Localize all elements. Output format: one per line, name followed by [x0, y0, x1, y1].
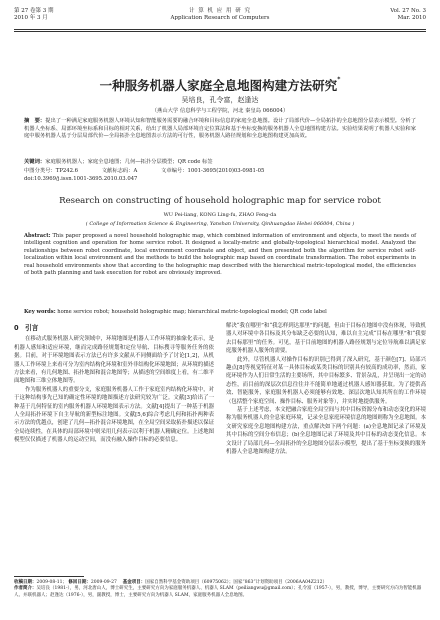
section-heading-intro: 0 引言 [14, 324, 39, 332]
header-volume: 第 27 卷第 3 期 2010 年 3 月 [14, 8, 54, 21]
document-code: 文献标志码：A [101, 168, 138, 174]
footnotes [14, 580, 426, 599]
abstract-en [24, 233, 416, 277]
received-dates: 收稿日期：2009-08-11； 修回日期：2009-09-27 基金项目：国家自然科学基金资助项目（60975062）；国家“863”计划资助项目（2006AA04Z212） [14, 580, 328, 585]
paragraph: 解决“我在哪里”和“我怎样到达那里”的问题，但由于目标在地图中没有体现，导致机器人对环境中各目标及其分布缺乏必要的认知，难以自主完成“目标在哪里”和“我要去目标那里”的任务。可见，基于目前地图的机器人路径规划与定位导航难以满足家庭服务机器人服务的需要。 [226, 323, 426, 355]
paragraph: 此外，尽管机器人对操作目标的识别已得到了深入研究，基于颜色[7]、局部兴趣点[8]等视觉特征对某一具体目标或某类目标的识别具有较高的成功率，然而，家庭环境作为人们日常生活的主要场所，其中目标繁多、背景杂乱，并呈现出一定的动态性，而目前的深层次信息往往并不能简单地通过机器人感知器获取。为了提供高效、智能服务，家庭服务机器人必须能够有效地、深层次地认知其所在的工作环境（包括整个家庭空间、操作目标、服务对象等），并实时地提供服务。 [226, 356, 426, 405]
doi: doi:10.3969/j.issn.1001-3695.2010.03.047 [24, 175, 138, 182]
author-biography: 作者简介：吴培良（1981-），男，河北唐山人，博士研究生，主要研究方向为家庭服务机器人、机器人 SLAM（peiliangwu@gmail.com）；孔令富（1957-），男，教授，博导，主要研究方向为智能机器人、并联机器人；赵逢达（1976-），男，副教授，博士，主要研究方向为机器人 SLAM，家庭服务机器人全息地图。 [14, 586, 422, 598]
title-footnote-mark: * [337, 76, 341, 83]
clc-number: 中图分类号：TP242.6 [24, 168, 79, 174]
affiliation-en: ( College of Information Science & Engineering, Yanshan University, Qinhuangdao Hebei 066004, China ) [85, 221, 355, 227]
keywords-en [24, 309, 416, 315]
running-header [14, 6, 426, 28]
keywords-en-text: home service robot; household holographic map; hierarchical metric-topological model; QR code label [57, 309, 327, 315]
paragraph: 在移动式服务机器人研究领域中，环境地图是机器人工作环境的抽象化表示，是机器人感知和适应环境，继而完成路径规划和定位导航、目标搜寻等服务任务的依据。目前，对于环境地图表示方法已有许多文献从不同侧面给予了讨论[1,2]，从机器人工作环境上来看可分为室内结构化环境和室外非结构化环境地图；从环境的描述方法来看，有几何地图、拓扑地图和混合地图等；从描述的空间维度上看，有二维平面地图和三维立体地图等。 [14, 336, 214, 385]
title-cn: 一种服务机器人家庭全息地图构建方法研究* [99, 76, 341, 93]
authors-en: WU Pei-liang, KONG Ling-fu, ZHAO Feng-da [163, 212, 277, 218]
keywords-cn-text: 家庭服务机器人；家庭全息地图；几何—拓扑分层模型；QR code 标签 [45, 159, 213, 165]
header-journal: 计 算 机 应 用 研 究 Application Research of Computers [170, 8, 270, 21]
abstract-cn-text: 提出了一种满足家庭服务机器人环境认知和智能服务需要的融合环境和目标信息的家庭全息地图。设计了局部代价—全局拓扑的全息地图分层表示模型。分析了机器人坐标系、局部环境坐标系和目标的相对关系，给出了机器人局部环境自定位算法和基于坐标变换的服务机器人全息地图构建方法。实验结果说明了机器人实验和家庭中服务机器人基于分层局部代价—全局拓扑全息地图表示方法的可行性，服务机器人路径规划和全息地图构建更加高效。 [24, 118, 416, 140]
affiliation-cn: （燕山大学 信息科学与工程学院，河北 秦皇岛 066004） [151, 108, 289, 114]
header-issue: Vol. 27 No. 3 Mar. 2010 [390, 8, 426, 21]
header-rule [14, 29, 426, 30]
abstract-en-text: This paper proposed a novel household holographic map, which combined information of environment and objects, to meet the needs of intelligent cognition and operation for home service robot. It designed a locally-metric and globally-topological hierarchical model. Analyzed the relationships between robot coordinate, local environment coordinate and object, and then presented both the algorithm for service robot self-localization within local environment and the methods to build the holographic map based on coordinate transformation. The robot experiments in real household environments show that according to the holographic map described with the hierarchical metric-topological model, the efficiencies of both path planning and task execution for robot are obviously improved. [24, 233, 416, 277]
keywords-cn-label: 关键词： [24, 159, 46, 165]
footnote-rule [14, 576, 84, 577]
abstract-cn [24, 118, 416, 141]
paragraph: 基于上述考虑，本文把融合家庭全局空间与其中目标资源分布和动态变化的环境称为服务机器人的全息家庭环境，记录全息家庭环境信息的地图则称为全息地图。本文研究家庭全息地图构建方法，重点解决如下两个问题：(a)全息地图记录了环境及其中目标的空间分布信息；(b)全息地图记录了环境及其中目标的动态变化信息。本文设计了局部几何—全局拓扑的全息地图分层表示模型，提出了基于坐标变换的服务机器人全息地图构建方法。 [226, 407, 426, 456]
abstract-cn-label: 摘 要： [24, 118, 46, 124]
keywords-en-label: Key words: [24, 309, 56, 315]
header-rule-thin [14, 31, 426, 32]
article-meta [24, 168, 416, 183]
authors-cn: 吴培良，孔令富，赵逢达 [181, 96, 259, 104]
abstract-en-label: Abstract: [24, 233, 51, 239]
body-column-right [226, 322, 426, 457]
body-column-left [14, 322, 214, 445]
title-en: Research on constructing of household holographic map for service robot [59, 196, 381, 206]
paragraph: 作为服务机器人的重要分支，家庭服务机器人工作于家庭室内结构化环境中，对于这种结构事先已知的确定性环境的地图描述方法研究较为广泛。文献[3]给出了一种基于几何特征的室内服务机器人环境地图表示方法。文献[4]提出了一种基于机器人全局拓扑环境下自主导航的新型标注地图。文献[5,6]综合考虑几何和拓扑两种表示方法的优越点，创建了几何—拓扑混合环境地图，在全局空间采取拓扑描述以保证全局连续性，在具体的局部环境中则采用几何表示以利于机器人精确定位。上述地图模型仅仅描述了机器人的运动空间，而没有融入操作目标的必要信息。 [14, 386, 214, 444]
article-number: 文章编号：1001-3695(2010)03-0981-05 [161, 168, 265, 174]
keywords-cn [24, 157, 416, 165]
